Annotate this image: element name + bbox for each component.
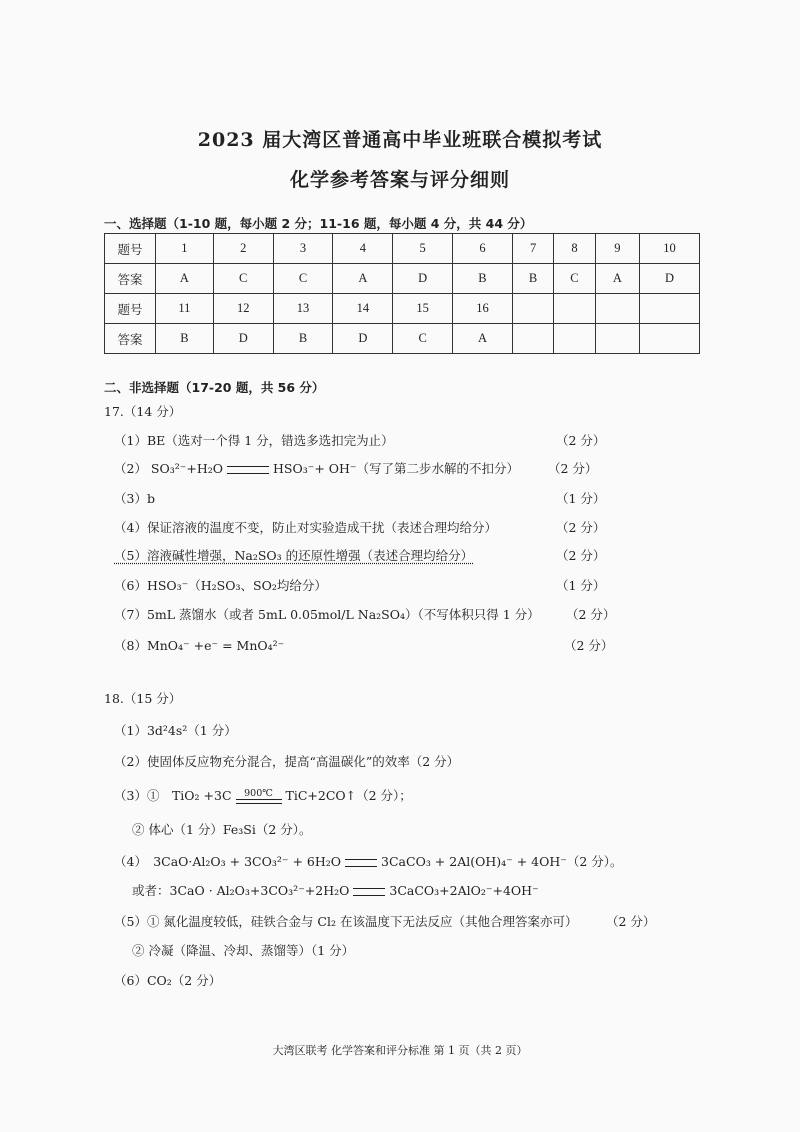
- q17-item-6: （6）HSO₃⁻（H₂SO₃、SO₂均给分）: [114, 578, 327, 593]
- q18-item-3: [114, 786, 412, 804]
- table-row: [105, 294, 700, 324]
- table-cell: 13: [273, 294, 333, 324]
- equals-sign: [345, 859, 377, 867]
- table-cell: 12: [213, 294, 273, 324]
- table-cell: D: [393, 264, 453, 294]
- table-cell: A: [333, 264, 393, 294]
- q17-item-1: （1）BE（选对一个得 1 分，错选多选扣完为止）: [114, 433, 394, 448]
- q17-item-2-reactants: （2） SO₃²⁻+H₂O: [114, 461, 223, 476]
- page-title: 2023 届大湾区普通高中毕业班联合模拟考试: [197, 129, 603, 151]
- table-cell: C: [554, 264, 595, 294]
- table-cell: 15: [393, 294, 453, 324]
- table-cell: 11: [156, 294, 214, 324]
- row-label: 题号: [105, 294, 156, 324]
- q18-item-3-reactants: （3）① TiO₂ +3C: [114, 788, 232, 803]
- q17-item-4-points: （2 分）: [556, 520, 606, 535]
- q17-item-8-points: （2 分）: [564, 638, 614, 653]
- table-cell: 10: [640, 234, 700, 264]
- answer-table: [104, 233, 700, 354]
- q18-item-3b: ② 体心（1 分）Fe₃Si（2 分）。: [132, 822, 312, 837]
- q18-item-4: [114, 852, 623, 870]
- table-cell: B: [156, 324, 214, 354]
- q17-item-5-points: （2 分）: [556, 548, 606, 563]
- q17-item-2: [114, 459, 519, 477]
- table-cell: [512, 324, 553, 354]
- equals-sign: [236, 799, 282, 804]
- q17-item-2-products: HSO₃⁻+ OH⁻（写了第二步水解的不扣分）: [273, 461, 520, 476]
- row-label: 答案: [105, 324, 156, 354]
- q17-item-8: （8）MnO₄⁻ +e⁻ = MnO₄²⁻: [114, 638, 285, 653]
- table-row: [105, 324, 700, 354]
- table-cell: 16: [453, 294, 513, 324]
- table-cell: [554, 294, 595, 324]
- q18-item-1: （1）3d²4s²（1 分）: [114, 723, 237, 738]
- table-cell: 1: [156, 234, 214, 264]
- reaction-condition: [236, 789, 282, 804]
- table-cell: 3: [273, 234, 333, 264]
- q18-item-2: （2）使固体反应物充分混合，提高“高温碳化”的效率（2 分）: [114, 754, 460, 769]
- table-cell: A: [595, 264, 639, 294]
- q18-item-3-products: TiC+2CO↑（2 分）；: [285, 788, 412, 803]
- table-cell: [640, 294, 700, 324]
- q18-item-5b: ② 冷凝（降温、冷却、蒸馏等）（1 分）: [132, 943, 355, 958]
- table-cell: 9: [595, 234, 639, 264]
- q18-item-4b-reactants: 或者：3CaO · Al₂O₃+3CO₃²⁻+2H₂O: [132, 883, 350, 898]
- q17-item-3-points: （1 分）: [556, 491, 606, 506]
- q18-item-5: （5）① 氮化温度较低，硅铁合金与 Cl₂ 在该温度下无法反应（其他合理答案亦可）: [114, 914, 578, 929]
- equilibrium-sign: [227, 466, 269, 474]
- equals-sign: [353, 888, 385, 896]
- q17-title: 17.（14 分）: [104, 404, 182, 419]
- q17-item-3: （3）b: [114, 491, 155, 506]
- q17-item-7-points: （2 分）: [566, 607, 616, 622]
- row-label: 答案: [105, 264, 156, 294]
- table-cell: B: [453, 264, 513, 294]
- table-cell: B: [273, 324, 333, 354]
- q17-item-1-points: （2 分）: [556, 433, 606, 448]
- section1-heading: 一、选择题（1-10 题，每小题 2 分；11-16 题，每小题 4 分，共 44 分）: [104, 216, 533, 231]
- table-cell: 5: [393, 234, 453, 264]
- q18-item-4-reactants: （4） 3CaO·Al₂O₃ + 3CO₃²⁻ + 6H₂O: [114, 854, 342, 869]
- table-cell: [512, 294, 553, 324]
- q17-item-6-points: （1 分）: [556, 578, 606, 593]
- table-cell: 4: [333, 234, 393, 264]
- q17-item-2-points: （2 分）: [548, 461, 598, 476]
- q18-item-4-products: 3CaCO₃ + 2Al(OH)₄⁻ + 4OH⁻（2 分）。: [381, 854, 623, 869]
- table-cell: 14: [333, 294, 393, 324]
- table-cell: [554, 324, 595, 354]
- reaction-temperature: 900℃: [244, 788, 273, 799]
- table-cell: [595, 294, 639, 324]
- table-cell: D: [640, 264, 700, 294]
- table-cell: 7: [512, 234, 553, 264]
- table-cell: D: [333, 324, 393, 354]
- q18-item-4b: [132, 881, 539, 899]
- section2-heading: 二、非选择题（17-20 题，共 56 分）: [104, 380, 325, 395]
- table-cell: A: [156, 264, 214, 294]
- table-cell: [595, 324, 639, 354]
- table-cell: B: [512, 264, 553, 294]
- table-cell: C: [393, 324, 453, 354]
- q17-item-4: （4）保证溶液的温度不变，防止对实验造成干扰（表述合理均给分）: [114, 520, 497, 535]
- q17-item-5: （5）溶液碱性增强，Na₂SO₃ 的还原性增强（表述合理均给分）: [114, 548, 474, 563]
- table-cell: 8: [554, 234, 595, 264]
- q18-title: 18.（15 分）: [104, 691, 182, 706]
- table-cell: 2: [213, 234, 273, 264]
- q18-item-5-points: （2 分）: [606, 914, 656, 929]
- table-row: [105, 264, 700, 294]
- table-cell: C: [273, 264, 333, 294]
- table-cell: C: [213, 264, 273, 294]
- table-cell: [640, 324, 700, 354]
- table-cell: D: [213, 324, 273, 354]
- q18-item-4b-products: 3CaCO₃+2AlO₂⁻+4OH⁻: [389, 883, 539, 898]
- q18-item-6: （6）CO₂（2 分）: [114, 973, 222, 988]
- page-subtitle: 化学参考答案与评分细则: [289, 169, 510, 191]
- row-label: 题号: [105, 234, 156, 264]
- q17-item-7: （7）5mL 蒸馏水（或者 5mL 0.05mol/L Na₂SO₄）（不写体积只得 1 分）: [114, 607, 540, 622]
- page-footer: 大湾区联考 化学答案和评分标准 第 1 页（共 2 页）: [272, 1044, 528, 1057]
- table-cell: 6: [453, 234, 513, 264]
- table-row: [105, 234, 700, 264]
- table-cell: A: [453, 324, 513, 354]
